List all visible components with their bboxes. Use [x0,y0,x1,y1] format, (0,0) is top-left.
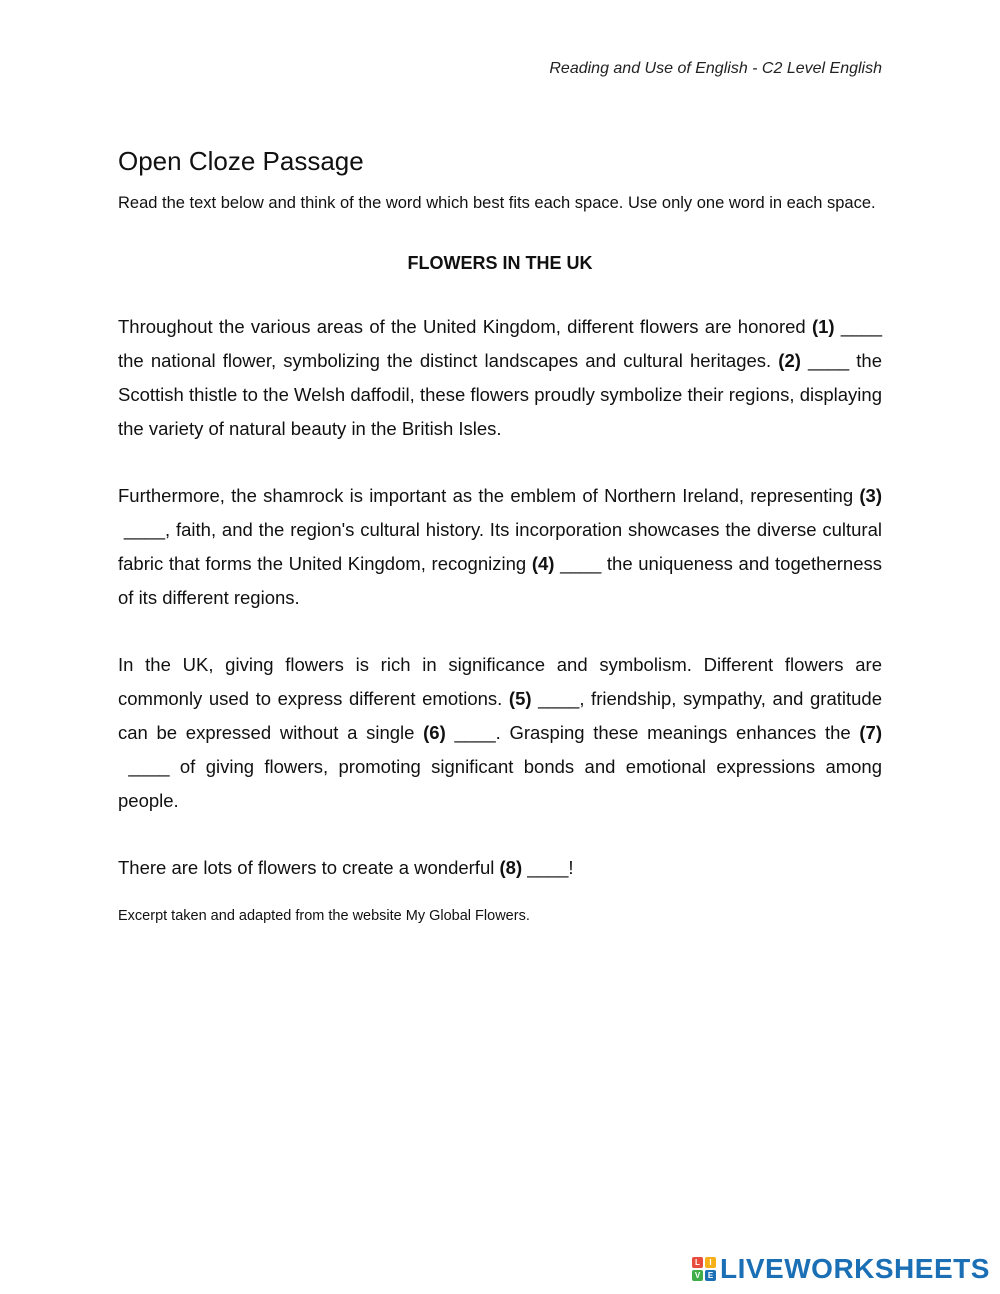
paragraph-3: In the UK, giving flowers is rich in significance and symbolism. Different flowers are commonly used to express different emotions. (5) ____, friendship, sympathy, and gratitude can be expressed without a single (6) ____. Grasping these meanings enhances the (7) ____ of giving flowers, promoting significant bonds and emotional expressions among people. [118,654,883,811]
source-note: Excerpt taken and adapted from the website My Global Flowers. [118,908,530,924]
logo-tile-i: I [705,1257,716,1268]
passage-title: FLOWERS IN THE UK [407,253,593,273]
logo-tile-l: L [692,1257,703,1268]
logo-tile-e: E [705,1270,716,1281]
paragraph-4: There are lots of flowers to create a wonderful (8) ____! [118,857,574,878]
paragraph-1: Throughout the various areas of the United Kingdom, different flowers are honored (1) ____ the national flower, symbolizing the distinct landscapes and cultural heritages. (2) ____ the Scottish thistle to the Welsh daffodil, these flowers proudly symbolize their regions, displaying the variety of natural beauty in the British Isles. [118,316,883,439]
paragraph-2: Furthermore, the shamrock is important as the emblem of Northern Ireland, representing (3) ____, faith, and the region's cultural history. Its incorporation showcases the diverse cultural fabric that forms the United Kingdom, recognizing (4) ____ the uniqueness and togetherness of its different regions. [118,485,882,608]
gap-blank-7[interactable]: ____ [118,756,170,777]
logo-tile-v: V [692,1270,703,1281]
instructions: Read the text below and think of the word which best fits each space. Use only one word in each space. [118,194,876,212]
gap-blank-6[interactable]: ____ [445,722,496,743]
gap-blank-8[interactable]: ____ [522,857,569,878]
gap-blank-5[interactable]: ____ [531,688,580,709]
gap-blank-4[interactable]: ____ [554,553,602,574]
gap-number-3: (3) [859,485,882,506]
brand-name: LIVEWORKSHEETS [720,1253,990,1284]
gap-number-5: (5) [508,688,532,709]
gap-blank-3[interactable]: ____ [118,519,165,540]
page-title: Open Cloze Passage [118,146,364,176]
gap-blank-1[interactable]: ____ [834,316,882,337]
gap-number-6: (6) [423,722,446,743]
document-header: Reading and Use of English - C2 Level English [549,60,882,77]
worksheet-content [118,146,882,924]
gap-number-4: (4) [531,553,555,574]
gap-number-2: (2) [778,350,801,371]
gap-number-7: (7) [859,722,883,743]
gap-blank-2[interactable]: ____ [800,350,850,371]
gap-number-1: (1) [811,316,835,337]
liveworksheets-logo-icon [692,1257,716,1281]
gap-number-8: (8) [499,857,523,878]
liveworksheets-logo [692,1254,990,1284]
